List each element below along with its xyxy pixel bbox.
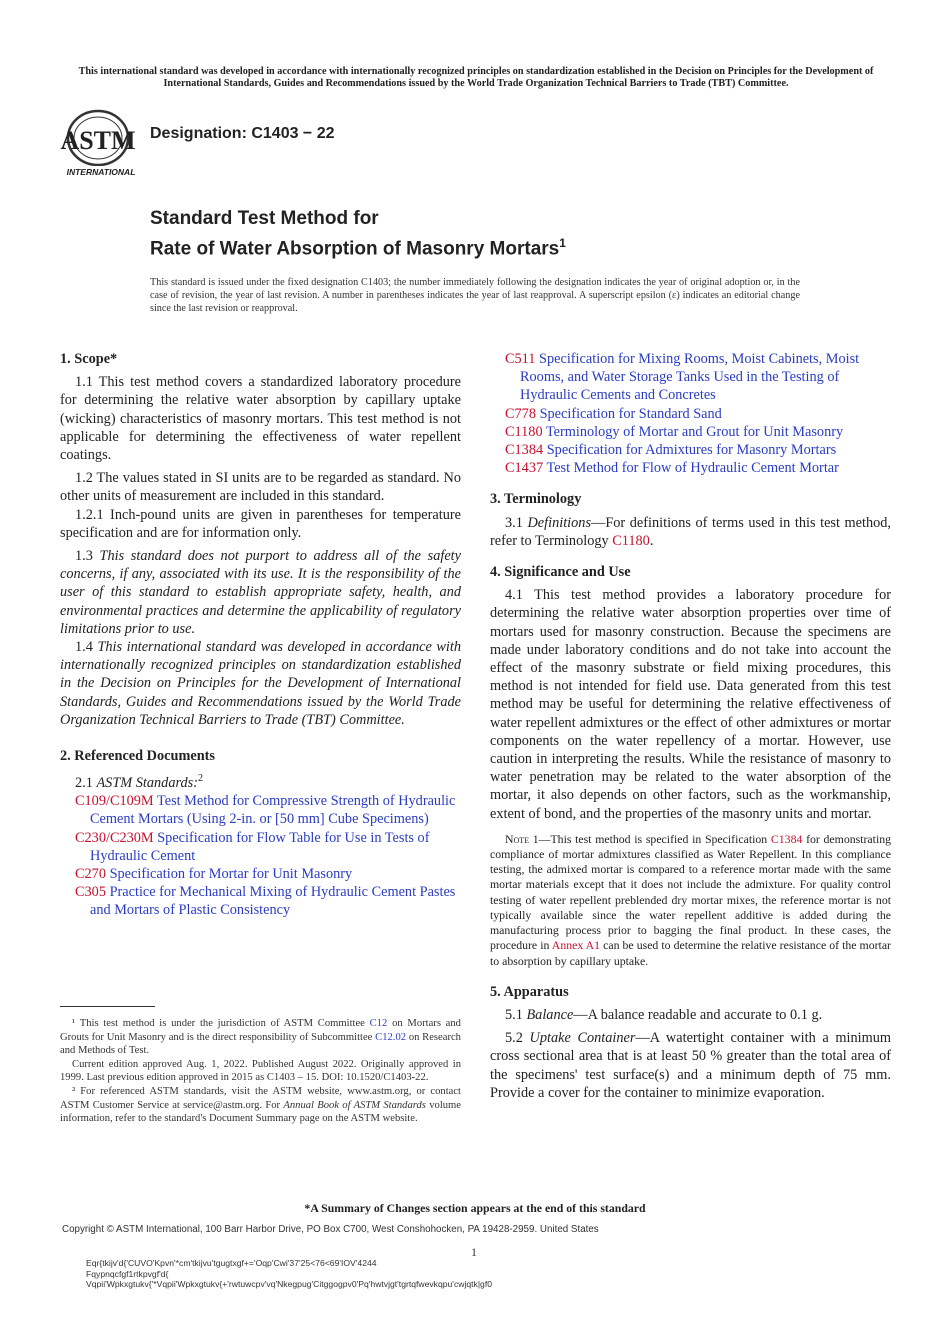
top-note: This international standard was developed in accordance with internationally recognized principles on standardization established in the Decision on Principles for the Development of International Standards, Guides and Recommendations issued by the World Trade Organization Technical Barriers to Trade (TBT) Committee.: [78, 66, 874, 89]
issuance-note: This standard is issued under the fixed designation C1403; the number immediately following the designation indicates the year of original adoption or, in the case of revision, the year of last revision. A number in parentheses indicates the year of last reapproval. A superscript epsilon (ε) indicates an editorial change since the last revision or reapproval.: [150, 277, 800, 314]
p5-2-text: —A watertight container with a minimum cross sectional area that is at least 50 % greater than the total area of the specimens' test surface(s) and a minimum depth of 75 mm. Provide a cover for the container to minimize evaporation.: [490, 1030, 892, 1101]
fn2-text-b: volume information, refer to the standard's Document Summary page on the ASTM website.: [60, 1099, 461, 1125]
p5-1-label: Balance: [526, 1006, 574, 1023]
paragraph-5-2: [490, 1029, 891, 1102]
p1-4-number: 1.4: [75, 639, 93, 656]
summary-of-changes-note: *A Summary of Changes section appears at the end of this standard: [304, 1201, 646, 1215]
ref-title[interactable]: Specification for Flow Table for Use in Tests of Hydraulic Cement: [90, 829, 430, 864]
note-1: [490, 832, 891, 969]
section-heading-scope: 1. Scope*: [60, 351, 118, 367]
note-label: Note 1: [505, 831, 539, 846]
footnote-divider: [60, 1006, 155, 1007]
logo-text: ASTM: [60, 126, 136, 155]
p2-1-text: ASTM Standards:: [96, 775, 198, 792]
paragraph-5-1: [490, 1006, 891, 1024]
ref-code[interactable]: C109/C109M: [75, 793, 154, 810]
ref-code[interactable]: C305: [75, 884, 106, 901]
paragraph-1-2: 1.2 The values stated in SI units are to be regarded as standard. No other units of measurement are included in this standard.: [60, 470, 461, 505]
footnotes: [60, 1017, 461, 1126]
ref-code[interactable]: C270: [75, 866, 106, 883]
fn1-link-c12[interactable]: C12: [369, 1018, 388, 1029]
paragraph-4-1: 4.1 This test method provides a laboratory procedure for determining the relative water absorption properties over time of mortars used for masonry construction. Because the specimens are made under laboratory conditions and do not take into account the effect of the masonry substrate or field mixing procedures, this method is not intended for field use. Data generated from this test method may be useful for determining the relative effectiveness of water repellent admixtures or the effect of other admixtures or mortar components on the water repellency of a mortar. However, use caution in interpreting the results. While the resistance of masonry to water penetration may be related to the water absorption of the mortar, it also depends on other factors, such as the workmanship, extent of bond, and the properties of the masonry units and mortar.: [490, 587, 891, 822]
license-stamp: [86, 1258, 492, 1290]
note-text-b: for demonstrating compliance of mortar admixtures classified as Water Repellent. In this compliance testing, the admixed mortar is compared to a reference mortar made with the same mortar materials except that it does not include the admixture. For quality control testing of water repellent preblended dry mortar mixes, the reference mortar is not typically available since the water repellent additive is added during the manufacturing process prior to bagging the final product. In these cases, the procedure in: [490, 831, 892, 953]
ref-title[interactable]: Specification for Mortar for Unit Masonry: [109, 866, 353, 883]
ref-code[interactable]: C778: [505, 405, 536, 422]
paragraph-1-3: [60, 547, 461, 638]
section-heading-terminology: 3. Terminology: [490, 491, 582, 508]
copyright: Copyright © ASTM International, 100 Barr Harbor Drive, PO Box C700, West Conshohocken, PA 19428-2959. United States: [62, 1224, 599, 1235]
license-line-1: Eqr{tkijv'd{'CUVO'Kpvn'*cm'tkijvu'tgugtxgf+='Oqp'Cwi'37'25<76<69'IOV'4244: [86, 1258, 377, 1268]
ref-title[interactable]: Terminology of Mortar and Grout for Unit Masonry: [545, 423, 844, 440]
fn1-text-a: ¹ This test method is under the jurisdiction of ASTM Committee: [72, 1018, 365, 1029]
ref-code[interactable]: C1180: [505, 423, 543, 440]
ref-title[interactable]: Test Method for Flow of Hydraulic Cement Mortar: [546, 460, 839, 477]
fn1-text-c: on Research and Methods of Test.: [60, 1031, 461, 1057]
ref-item-c230[interactable]: [75, 829, 461, 865]
section-heading-referenced-documents: 2. Referenced Documents: [60, 748, 215, 765]
section-heading-significance: 4. Significance and Use: [490, 564, 631, 581]
title-footnote-mark: 1: [559, 236, 566, 250]
note-link-c1384[interactable]: C1384: [770, 831, 803, 846]
fn2-italic: Annual Book of ASTM Standards: [283, 1099, 426, 1111]
title-main: Rate of Water Absorption of Masonry Mortars: [150, 238, 560, 260]
p3-1-end: .: [649, 532, 654, 549]
fn1-link-c1202[interactable]: C12.02: [375, 1031, 407, 1043]
paragraph-1-4: [60, 638, 461, 729]
p3-1-text: —For definitions of terms used in this test method, refer to Terminology: [490, 514, 891, 549]
fn2-text-a: ² For referenced ASTM standards, visit the ASTM website, www.astm.org, or contact ASTM Customer Service at service@astm.org. For: [60, 1085, 461, 1111]
ref-item-c1437[interactable]: [505, 459, 891, 477]
ref-item-c778[interactable]: [505, 405, 891, 423]
p5-1-number: 5.1: [505, 1006, 523, 1023]
astm-logo-icon: [60, 108, 142, 180]
ref-title[interactable]: Test Method for Compressive Strength of Hydraulic Cement Mortars (Using 2-in. or [50 mm] Cube Specimens): [90, 793, 456, 828]
ref-title[interactable]: Specification for Mixing Rooms, Moist Cabinets, Moist Rooms, and Water Storage Tanks Used in the Testing of Hydraulic Cements and Concretes: [520, 351, 860, 404]
astm-logo: [60, 108, 142, 180]
ref-item-c511[interactable]: [505, 350, 891, 405]
paragraph-1-1: 1.1 This test method covers a standardized laboratory procedure for determining the relative water absorption by capillary uptake (wicking) characteristics of masonry mortars. This test method is not applicable for determining the effectiveness of water repellent coatings.: [60, 374, 461, 464]
ref-item-c109[interactable]: [75, 792, 461, 828]
paragraph-3-1: [490, 514, 891, 550]
note-text-c: can be used to determine the relative resistance of the mortar to absorption by capillary uptake.: [490, 938, 891, 968]
p5-2-label: Uptake Container: [529, 1030, 636, 1047]
section-heading-apparatus: 5. Apparatus: [490, 983, 569, 1000]
footnote-2: [60, 1085, 461, 1126]
p5-1-text: —A balance readable and accurate to 0.1 g.: [573, 1006, 823, 1023]
logo-subtext: INTERNATIONAL: [66, 167, 136, 177]
note-link-annex[interactable]: Annex A1: [551, 938, 601, 953]
ref-code[interactable]: C511: [505, 351, 536, 367]
license-line-3: Vqpii'Wpkxgtukv{'*Vqpii'Wpkxgtukv{+'rwtuwcpv'vq'Nkegpug'Citggogpv0'Pq'hwtvjgt'tgrtqfwevkqpu'cwjqtk|gf0: [86, 1279, 493, 1289]
p2-1-number: 2.1: [75, 775, 93, 792]
note-text-a: —This test method is specified in Specification: [538, 831, 768, 846]
p1-3-number: 1.3: [75, 548, 93, 565]
license-line-2: Fqypnqcfgf1rtkpvgf'd{: [86, 1268, 169, 1279]
p3-1-label: Definitions: [527, 514, 592, 531]
page-number: 1: [471, 1245, 477, 1259]
ref-code[interactable]: C1384: [505, 442, 544, 459]
ref-code[interactable]: C230/C230M: [75, 829, 154, 846]
designation: Designation: C1403 − 22: [150, 125, 335, 142]
ref-item-c1384[interactable]: [505, 441, 891, 459]
p3-1-link[interactable]: C1180: [612, 532, 650, 549]
document-title: [150, 206, 566, 261]
p3-1-number: 3.1: [505, 514, 523, 531]
p1-3-text: This standard does not purport to address all of the safety concerns, if any, associated with its use. It is the responsibility of the user of this standard to establish appropriate safety, health, and environmental practices and determine the applicability of regulatory limitations prior to use.: [60, 548, 461, 637]
footnote-current-edition: Current edition approved Aug. 1, 2022. Published August 2022. Originally approved in 1999. Last previous edition approved in 2015 as C1403 – 15. DOI: 10.1520/C1403-22.: [60, 1058, 461, 1084]
title-line-1: Standard Test Method for: [150, 208, 379, 229]
ref-code[interactable]: C1437: [505, 460, 544, 477]
ref-title[interactable]: Practice for Mechanical Mixing of Hydraulic Cement Pastes and Mortars of Plastic Consistency: [90, 884, 456, 919]
title-line-2: [150, 231, 566, 261]
paragraph-1-2-1: 1.2.1 Inch-pound units are given in parentheses for temperature specification and are for information only.: [60, 506, 461, 541]
right-column: [490, 350, 891, 1102]
ref-item-c1180[interactable]: [505, 423, 891, 441]
ref-item-c305[interactable]: [75, 883, 461, 919]
ref-item-c270[interactable]: [75, 865, 461, 883]
p5-2-number: 5.2: [505, 1030, 523, 1047]
fn1-text-b: on Mortars and Grouts for Unit Masonry and is the direct responsibility of Subcommittee: [60, 1018, 461, 1043]
paragraph-2-1: [60, 770, 461, 792]
ref-title[interactable]: Specification for Standard Sand: [539, 405, 722, 422]
left-column: [60, 350, 461, 920]
p1-4-text: This international standard was developed in accordance with internationally recognized principles on standardization established in the Decision on Principles for the Development of International Standards, Guides and Recommendations issued by the World Trade Organization Technical Barriers to Trade (TBT) Committee.: [60, 639, 462, 728]
p2-1-footnote-mark: 2: [198, 773, 203, 785]
footnote-1: [60, 1017, 461, 1058]
ref-title[interactable]: Specification for Admixtures for Masonry Mortars: [546, 442, 837, 459]
